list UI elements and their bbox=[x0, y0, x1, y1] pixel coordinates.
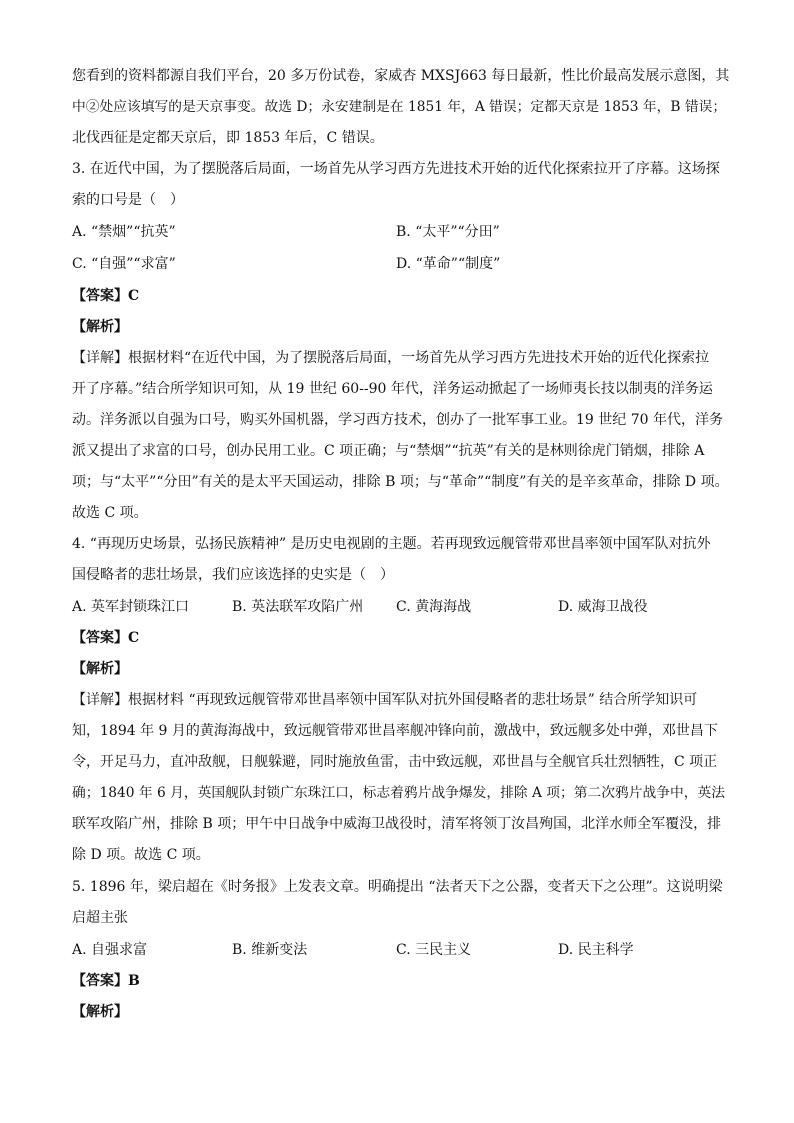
question-4-stem: 4. “再现历史场景，弘扬民族精神” 是历史电视剧的主题。若再现致远舰管带邓世昌率领中国军队对抗外 bbox=[72, 536, 711, 552]
question-4-answer: 【答案】C bbox=[72, 630, 140, 646]
question-3-detail: 动。洋务派以自强为口号，购买外国机器，学习西方技术，创办了一批军事工业。19 世纪 70 年代，洋务 bbox=[72, 412, 723, 428]
question-3-detail: 开了序幕。”结合所学知识可知，从 19 世纪 60--90 年代，洋务运动掀起了一场师夷长技以制夷的洋务运 bbox=[72, 381, 713, 397]
question-4-option-c: C. 黄海海战 bbox=[396, 599, 472, 615]
question-3-option-a: A. “禁烟”“抗英” bbox=[72, 224, 176, 240]
question-4-stem: 国侵略者的悲壮场景，我们应该选择的史实是（ ） bbox=[72, 567, 394, 583]
question-4-analysis-label: 【解析】 bbox=[72, 661, 128, 677]
question-5-option-b: B. 维新变法 bbox=[232, 942, 308, 958]
question-4-option-d: D. 威海卫战役 bbox=[558, 599, 648, 615]
question-5-option-c: C. 三民主义 bbox=[396, 942, 472, 958]
question-4-detail: 联军攻陷广州，排除 B 项；甲午中日战争中威海卫战役时，清军将领丁汝昌殉国，北洋水师全军覆没，排 bbox=[72, 816, 722, 832]
question-4-detail: 除 D 项。故选 C 项。 bbox=[72, 847, 210, 863]
question-4-detail: 【详解】根据材料 “再现致远舰管带邓世昌率领中国军队对抗外国侵略者的悲壮场景” 结合所学知识可 bbox=[72, 692, 698, 708]
text-line: 北伐西征是定都天京后，即 1853 年后，C 错误。 bbox=[72, 130, 384, 146]
question-5-answer: 【答案】B bbox=[72, 973, 140, 989]
question-4-option-b: B. 英法联军攻陷广州 bbox=[232, 599, 364, 615]
text-line: 您看到的资料都源自我们平台，20 多万份试卷，家威杏 MXSJ663 每日最新，性比价最高发展示意图，其 bbox=[72, 68, 730, 84]
question-3-answer: 【答案】C bbox=[72, 288, 140, 304]
question-5-stem: 5. 1896 年，梁启超在《时务报》上发表文章。明确提出 “法者天下之公器，变者天下之公理”。这说明梁 bbox=[72, 879, 723, 895]
question-4-option-a: A. 英军封锁珠江口 bbox=[72, 599, 190, 615]
question-4-detail: 知，1894 年 9 月的黄海海战中，致远舰管带邓世昌率舰冲锋向前，激战中，致远舰多处中弹，邓世昌下 bbox=[72, 723, 718, 739]
question-5-stem: 启超主张 bbox=[72, 910, 128, 926]
question-4-detail: 令，开足马力，直冲敌舰，日舰躲避，同时施放鱼雷，击中致远舰，邓世昌与全舰官兵壮烈牺牲，C 项正 bbox=[72, 754, 718, 770]
question-4-detail: 确；1840 年 6 月，英国舰队封锁广东珠江口，标志着鸦片战争爆发，排除 A 项；第二次鸦片战争中，英法 bbox=[72, 785, 726, 801]
question-3-detail: 派又提出了求富的口号，创办民用工业。C 项正确；与“禁烟”“抗英”有关的是林则徐虎门销烟，排除 A bbox=[72, 443, 705, 459]
question-3-stem: 3. 在近代中国，为了摆脱落后局面，一场首先从学习西方先进技术开始的近代化探索拉开了序幕。这场探 bbox=[72, 161, 720, 177]
question-5-analysis-label: 【解析】 bbox=[72, 1004, 128, 1020]
question-3-option-c: C. “自强”“求富” bbox=[72, 256, 176, 272]
question-3-detail: 项；与“太平”“分田”有关的是太平天国运动，排除 B 项；与“革命”“制度”有关的是辛亥革命，排除 D 项。 bbox=[72, 474, 729, 490]
question-5-option-a: A. 自强求富 bbox=[72, 942, 148, 958]
question-3-detail: 故选 C 项。 bbox=[72, 505, 148, 521]
question-3-detail: 【详解】根据材料“在近代中国，为了摆脱落后局面，一场首先从学习西方先进技术开始的近代化探索拉 bbox=[72, 350, 710, 366]
question-3-option-d: D. “革命”“制度” bbox=[396, 256, 501, 272]
question-3-stem: 索的口号是（ ） bbox=[72, 192, 184, 208]
text-line: 中②处应该填写的是天京事变。故选 D；永安建制是在 1851 年，A 错误；定都天京是 1853 年，B 错误； bbox=[72, 99, 727, 115]
question-3-option-b: B. “太平”“分田” bbox=[396, 224, 500, 240]
question-5-option-d: D. 民主科学 bbox=[558, 942, 634, 958]
question-3-analysis-label: 【解析】 bbox=[72, 319, 128, 335]
